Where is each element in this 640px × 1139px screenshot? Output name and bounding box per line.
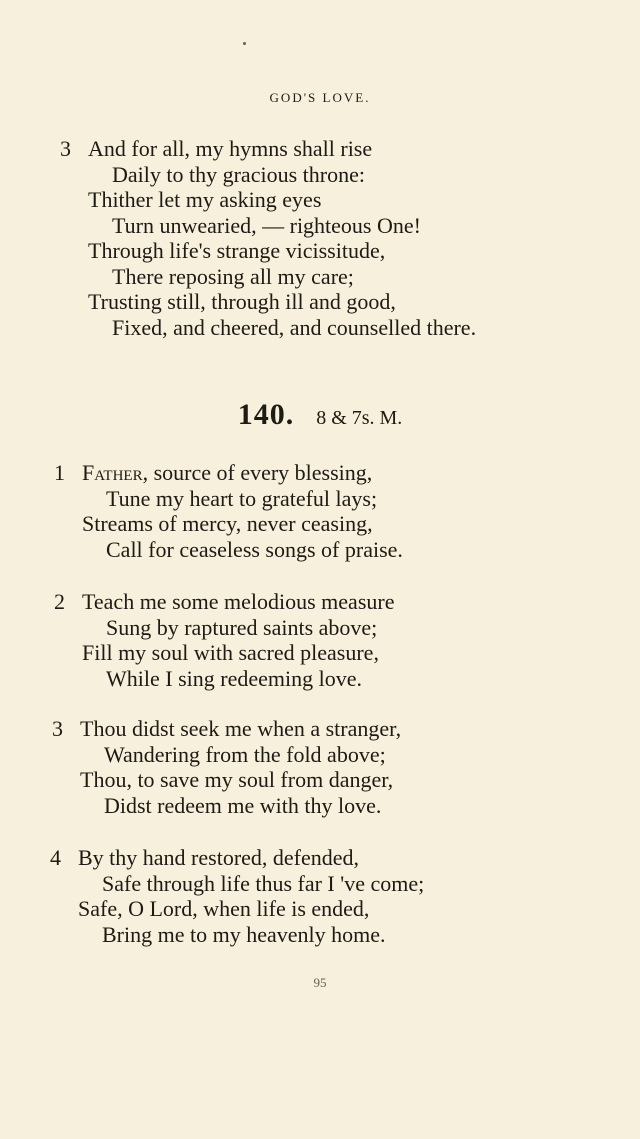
stanza-number: 4 (50, 845, 61, 870)
verse-line: source of every blessing, (148, 460, 373, 485)
verse-line: By thy hand restored, defended, (78, 845, 360, 870)
stanza-3 (52, 716, 402, 818)
first-word: Father, (82, 460, 149, 485)
stanza-number: 1 (54, 460, 65, 485)
verse-line: Didst redeem me with thy love. (104, 792, 382, 818)
verse-line: Sung by raptured saints above; (106, 614, 378, 640)
stanza-2 (54, 589, 395, 691)
verse-line: Fill my soul with sacred pleasure, (82, 640, 379, 665)
verse-line: Wandering from the fold above; (104, 741, 386, 767)
stanza-number: 2 (54, 589, 65, 614)
verse-line: Fixed, and cheered, and counselled there. (112, 314, 477, 340)
verse-line: Teach me some melodious measure (82, 589, 395, 614)
verse-line: Safe, O Lord, when life is ended, (78, 896, 370, 921)
verse-line: Through life's strange vicissitude, (88, 238, 386, 263)
stanza-number: 3 (60, 136, 71, 161)
hymn-heading (0, 398, 640, 432)
verse-line: Thou didst seek me when a stranger, (80, 716, 402, 741)
verse-line: There reposing all my care; (112, 263, 354, 289)
verse-line: Safe through life thus far I 've come; (102, 870, 425, 896)
hymn-meter: 8 & 7s. M. (316, 407, 403, 429)
running-header: GOD'S LOVE. (269, 90, 371, 105)
verse-line: While I sing redeeming love. (106, 665, 362, 691)
stanza-number: 3 (52, 716, 63, 741)
ink-speck (243, 42, 246, 45)
verse-line: Call for ceaseless songs of praise. (106, 536, 403, 562)
verse-line: Thou, to save my soul from danger, (80, 767, 394, 792)
verse-line: Trusting still, through ill and good, (88, 289, 396, 314)
prev-stanza (60, 136, 477, 340)
verse-line: Tune my heart to grateful lays; (106, 485, 378, 511)
verse-line: Daily to thy gracious throne: (112, 161, 365, 187)
stanza-4 (50, 845, 425, 947)
verse-line: Turn unwearied, — righteous One! (112, 212, 421, 238)
stanza-1 (54, 460, 403, 562)
verse-line: Streams of mercy, never ceasing, (82, 511, 373, 536)
page-number: 95 (313, 975, 327, 990)
verse-line: Bring me to my heavenly home. (102, 921, 386, 947)
verse-line: And for all, my hymns shall rise (88, 136, 373, 161)
hymn-number: 140. (237, 398, 295, 431)
verse-line: Thither let my asking eyes (88, 187, 322, 212)
